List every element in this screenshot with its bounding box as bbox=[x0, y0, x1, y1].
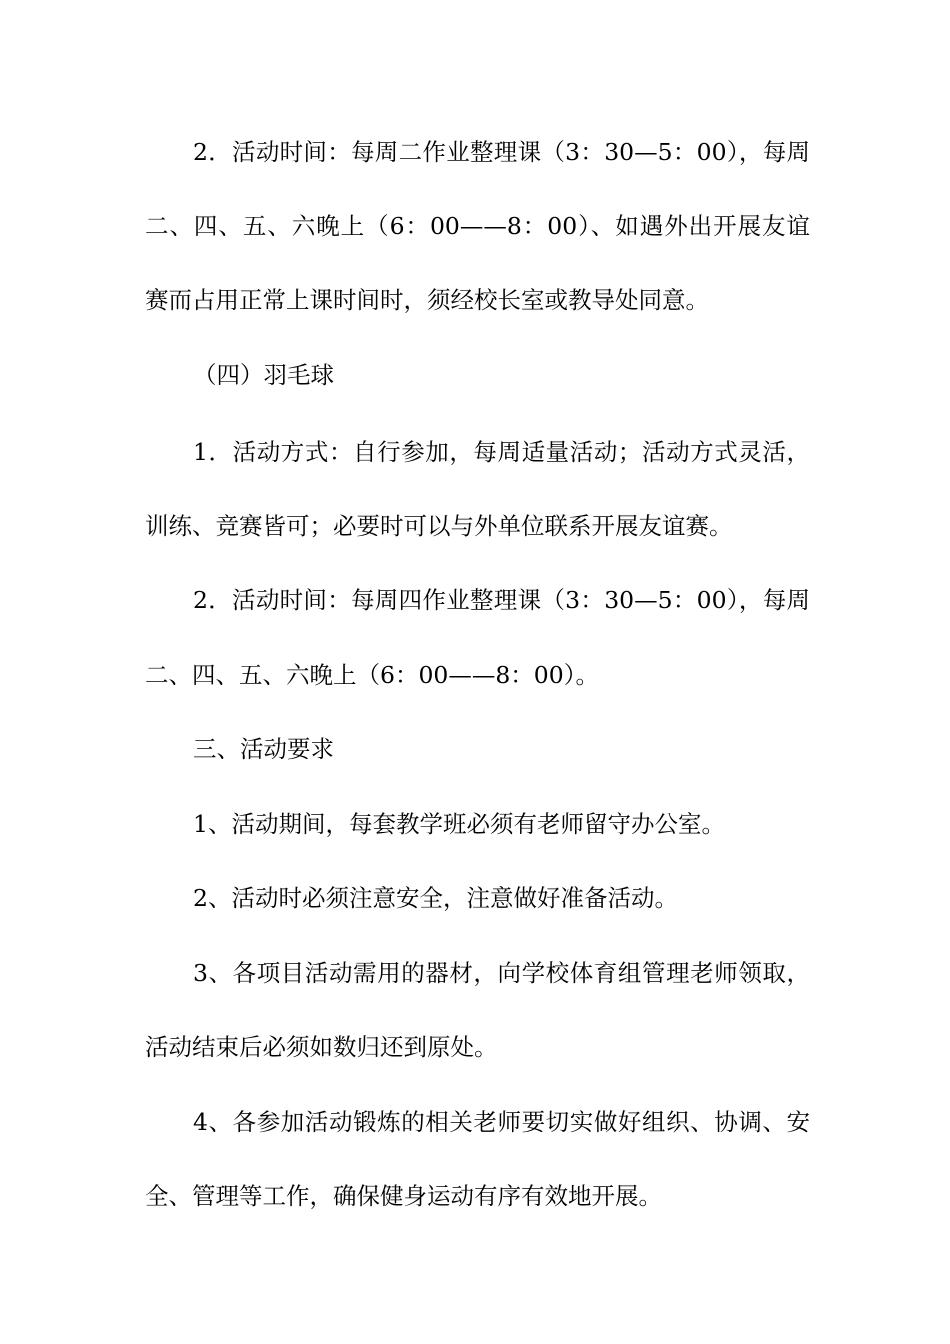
paragraph-line: 全、管理等工作，确保健身运动有序有效地开展。 bbox=[145, 1182, 662, 1210]
paragraph-line: 1．活动方式：自行参加，每周适量活动；活动方式灵活， bbox=[193, 438, 810, 466]
paragraph-line: 二、四、五、六晚上（6：00——8：00）、如遇外出开展友谊 bbox=[145, 212, 810, 240]
paragraph-line: 活动结束后必须如数归还到原处。 bbox=[145, 1033, 498, 1061]
paragraph-line: 赛而占用正常上课时间时，须经校长室或教导处同意。 bbox=[145, 286, 709, 314]
paragraph-line: 二、四、五、六晚上（6：00——8：00）。 bbox=[145, 661, 599, 689]
paragraph-line: 1、活动期间，每套教学班必须有老师留守办公室。 bbox=[193, 810, 725, 838]
section-heading: （四）羽毛球 bbox=[193, 361, 334, 389]
paragraph-line: 2、活动时必须注意安全，注意做好准备活动。 bbox=[193, 884, 678, 912]
paragraph-line: 2．活动时间：每周四作业整理课（3：30—5：00），每周 bbox=[193, 586, 810, 614]
paragraph-line: 训练、竞赛皆可；必要时可以与外单位联系开展友谊赛。 bbox=[145, 512, 733, 540]
paragraph-line: 3、各项目活动需用的器材，向学校体育组管理老师领取， bbox=[193, 959, 810, 987]
paragraph-line: 2．活动时间：每周二作业整理课（3：30—5：00），每周 bbox=[193, 138, 810, 166]
paragraph-line: 4、各参加活动锻炼的相关老师要切实做好组织、协调、安 bbox=[193, 1108, 810, 1136]
section-heading: 三、活动要求 bbox=[193, 735, 334, 763]
